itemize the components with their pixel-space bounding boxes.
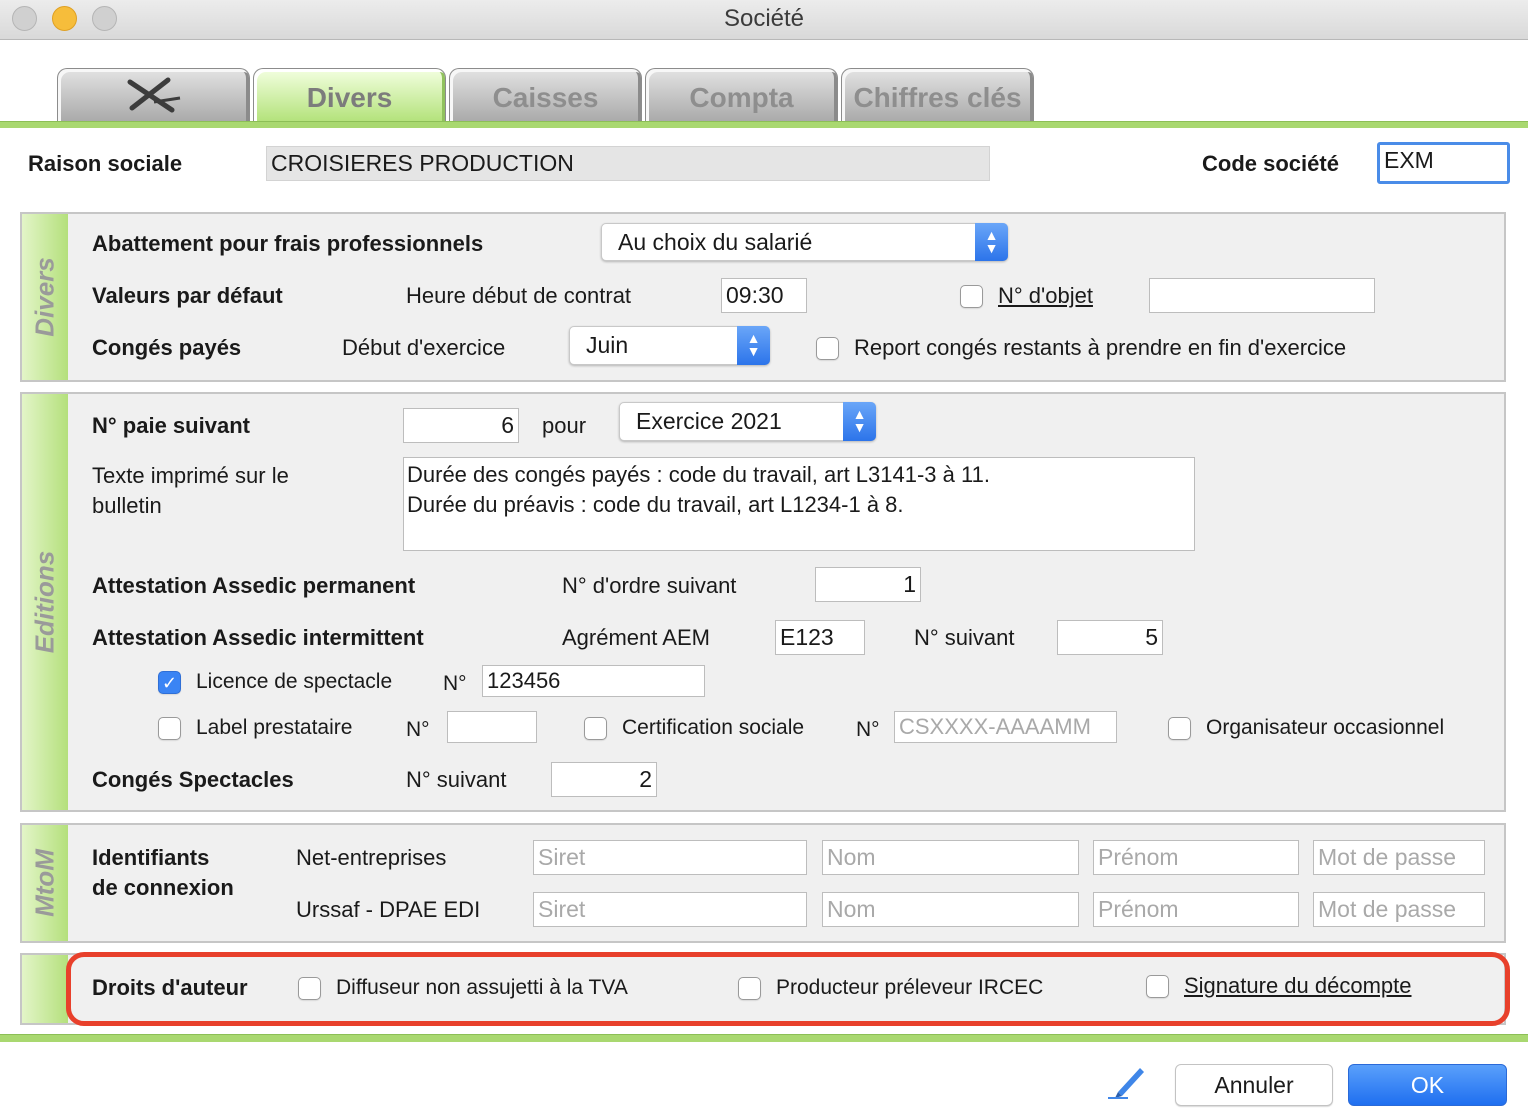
agrement-aem-label: Agrément AEM <box>562 625 710 650</box>
raison-sociale-label: Raison sociale <box>28 151 183 176</box>
divers-side-tab: Divers <box>22 214 68 380</box>
net-nom-field[interactable]: Nom <box>822 840 1079 875</box>
objet-label[interactable]: N° d'objet <box>998 283 1093 308</box>
certification-no-field[interactable]: CSXXXX-AAAAMM <box>894 711 1117 743</box>
producteur-checkbox[interactable] <box>738 977 761 1000</box>
certification-sociale-checkbox[interactable] <box>584 717 607 740</box>
code-societe-field[interactable]: EXM <box>1377 142 1510 184</box>
title-bar <box>0 0 1528 40</box>
texte-imprime-label-2: bulletin <box>92 493 162 518</box>
heure-debut-field[interactable]: 09:30 <box>721 278 807 313</box>
licence-spectacle-label: Licence de spectacle <box>196 670 393 693</box>
numero-suivant-field[interactable]: 5 <box>1057 620 1163 655</box>
assedic-intermittent-label: Attestation Assedic intermittent <box>92 625 424 650</box>
pencil-icon[interactable] <box>1106 1064 1146 1100</box>
diffuseur-checkbox[interactable] <box>298 977 321 1000</box>
ordre-suivant-label: N° d'ordre suivant <box>562 573 737 598</box>
identifiants-label-2: de connexion <box>92 875 234 900</box>
net-mot-de-passe-field[interactable]: Mot de passe <box>1313 840 1485 875</box>
texte-imprime-label-1: Texte imprimé sur le <box>92 463 289 488</box>
net-prenom-field[interactable]: Prénom <box>1093 840 1299 875</box>
raison-sociale-field[interactable]: CROISIERES PRODUCTION <box>266 146 990 181</box>
window-title: Société <box>723 5 805 32</box>
heure-debut-label: Heure début de contrat <box>406 283 632 308</box>
pour-label: pour <box>542 413 587 438</box>
report-conges-label: Report congés restants à prendre en fin d'exercice <box>854 335 1347 360</box>
signature-decompte-label[interactable]: Signature du décompte <box>1184 973 1412 998</box>
editions-section <box>20 392 1506 812</box>
label-prestataire-label: Label prestataire <box>196 716 353 739</box>
abattement-select-value: Au choix du salarié <box>618 229 813 255</box>
abattement-label: Abattement pour frais professionnels <box>92 231 484 256</box>
report-conges-checkbox[interactable] <box>816 337 839 360</box>
cross-icon <box>124 74 184 118</box>
assedic-permanent-label: Attestation Assedic permanent <box>92 573 416 598</box>
label-prestataire-checkbox[interactable] <box>158 717 181 740</box>
debut-exercice-label: Début d'exercice <box>342 335 506 360</box>
select-arrows-icon: ▲ ▼ <box>843 402 876 441</box>
urssaf-siret-field[interactable]: Siret <box>533 892 807 927</box>
ok-button[interactable]: OK <box>1348 1064 1507 1106</box>
organisateur-occasionnel-label: Organisateur occasionnel <box>1206 716 1445 739</box>
footer-separator <box>0 1034 1528 1042</box>
ordre-suivant-field[interactable]: 1 <box>815 567 921 602</box>
tab-caisses[interactable]: Caisses <box>449 68 642 122</box>
droits-side-tab <box>22 955 68 1023</box>
editions-side-tab: Editions <box>22 394 68 810</box>
paie-suivant-label: N° paie suivant <box>92 413 250 438</box>
debut-exercice-select[interactable] <box>569 326 770 365</box>
urssaf-mot-de-passe-field[interactable]: Mot de passe <box>1313 892 1485 927</box>
tab-tools[interactable] <box>57 68 250 122</box>
licence-no-label: N° <box>443 672 467 695</box>
select-arrows-icon: ▲ ▼ <box>737 326 770 365</box>
texte-line: Durée du préavis : code du travail, art L1234-1 à 8. <box>407 492 904 517</box>
paie-suivant-field[interactable]: 6 <box>403 408 519 443</box>
organisateur-occasionnel-checkbox[interactable] <box>1168 717 1191 740</box>
licence-spectacle-checkbox[interactable]: ✓ <box>158 671 181 694</box>
tab-divers[interactable]: Divers <box>253 68 446 122</box>
urssaf-nom-field[interactable]: Nom <box>822 892 1079 927</box>
diffuseur-label: Diffuseur non assujetti à la TVA <box>336 976 628 999</box>
valeurs-defaut-label: Valeurs par défaut <box>92 283 283 308</box>
tab-chiffres-cles[interactable]: Chiffres clés <box>841 68 1034 122</box>
texte-imprime-textarea[interactable] <box>403 457 1195 551</box>
cancel-button[interactable]: Annuler <box>1175 1064 1333 1106</box>
objet-field[interactable] <box>1149 278 1375 313</box>
conges-payes-label: Congés payés <box>92 335 242 360</box>
net-siret-field[interactable]: Siret <box>533 840 807 875</box>
mtom-side-tab: MtoM <box>22 825 68 941</box>
tab-underline <box>0 121 1528 128</box>
conges-spectacles-field[interactable]: 2 <box>551 762 657 797</box>
exercice-select[interactable] <box>619 402 876 441</box>
conges-spectacles-label: Congés Spectacles <box>92 767 294 792</box>
licence-no-field[interactable]: 123456 <box>482 665 705 697</box>
certification-sociale-label: Certification sociale <box>622 716 805 739</box>
exercice-select-value: Exercice 2021 <box>636 408 782 434</box>
abattement-select[interactable] <box>601 223 1008 261</box>
texte-line: Durée des congés payés : code du travail, art L3141-3 à 11. <box>407 462 990 487</box>
label-prestataire-no-label: N° <box>406 718 430 741</box>
certification-no-label: N° <box>856 718 880 741</box>
conges-spectacles-no-label: N° suivant <box>406 767 507 792</box>
agrement-aem-field[interactable]: E123 <box>775 620 865 655</box>
select-arrows-icon: ▲ ▼ <box>975 223 1008 261</box>
signature-decompte-checkbox[interactable] <box>1146 975 1169 998</box>
debut-exercice-value: Juin <box>586 332 629 358</box>
tab-compta[interactable]: Compta <box>645 68 838 122</box>
droits-auteur-label: Droits d'auteur <box>92 975 248 1000</box>
producteur-label: Producteur préleveur IRCEC <box>776 976 1044 999</box>
urssaf-label: Urssaf - DPAE EDI <box>296 897 481 922</box>
numero-suivant-label: N° suivant <box>914 625 1015 650</box>
code-societe-label: Code société <box>1202 151 1339 176</box>
identifiants-label-1: Identifiants <box>92 845 210 870</box>
label-prestataire-no-field[interactable] <box>447 711 537 743</box>
urssaf-prenom-field[interactable]: Prénom <box>1093 892 1299 927</box>
net-entreprises-label: Net-entreprises <box>296 845 447 870</box>
objet-checkbox[interactable] <box>960 285 983 308</box>
